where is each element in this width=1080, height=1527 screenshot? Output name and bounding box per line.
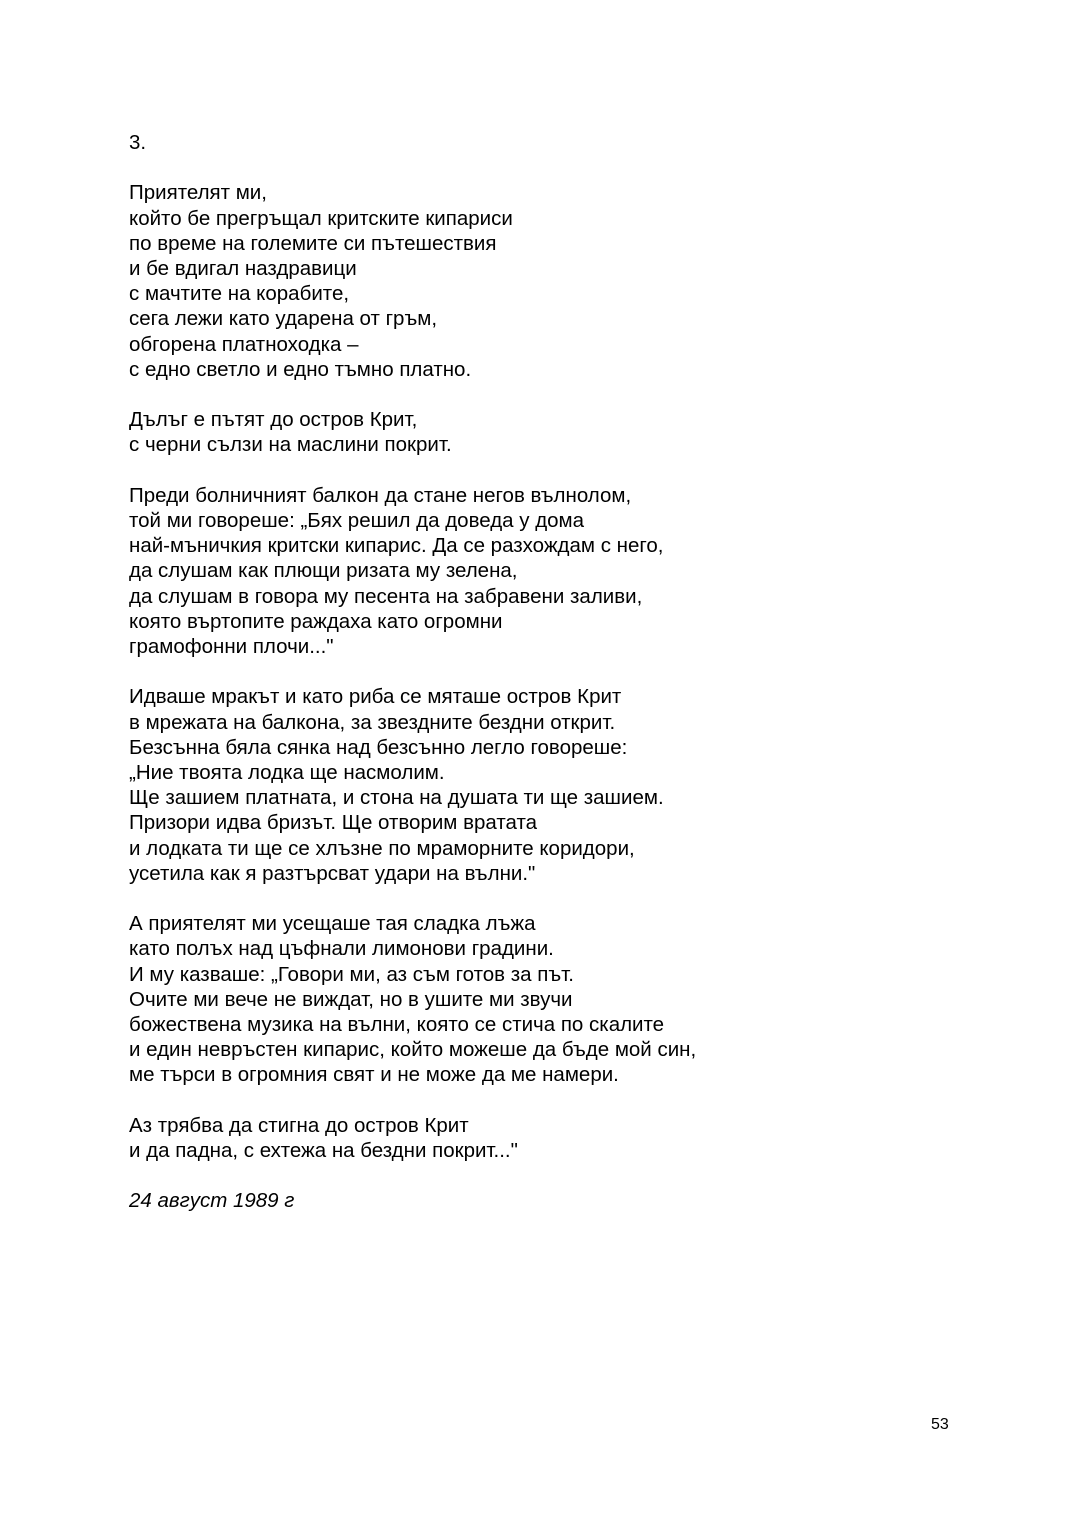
poem-line: и един невръстен кипарис, който можеше да бъде мой син,	[129, 1038, 697, 1062]
poem-line: по време на големите си пътешествия	[129, 231, 497, 255]
poem-line: с едно светло и едно тъмно платно.	[129, 357, 472, 381]
stanza-6	[129, 1113, 949, 1163]
poem-line: Призори идва бризът. Ще отворим вратата	[129, 811, 538, 835]
page-number: 53	[931, 1416, 949, 1433]
section-number: 3.	[129, 131, 147, 154]
poem-line: и да падна, с ехтежа на бездни покрит..."	[129, 1139, 518, 1163]
poem-line: „Ние твоята лодка ще насмолим.	[129, 761, 445, 784]
poem-line: Ще зашием платната, и стона на душата ти ще зашием.	[129, 786, 664, 810]
poem-line: и бе вдигал наздравици	[129, 256, 357, 280]
poem-line: Очите ми вече не виждат, но в ушите ми звучи	[129, 987, 573, 1011]
poem-line: усетила как я разтърсват удари на вълни."	[129, 861, 536, 885]
poem-line: Преди болничният балкон да стане негов вълнолом,	[129, 483, 632, 507]
stanza-5	[129, 911, 949, 1087]
poem-line: И му казваше: „Говори ми, аз съм готов за път.	[129, 962, 574, 986]
poem-line: която въртопите раждаха като огромни	[129, 609, 503, 633]
poem-line: и лодката ти ще се хлъзне по мраморните коридори,	[129, 836, 635, 860]
stanza-4	[129, 684, 949, 886]
poem-line: с черни сълзи на маслини покрит.	[129, 433, 452, 457]
poem-line: Безсънна бяла сянка над безсънно легло говореше:	[129, 735, 628, 759]
poem-line: сега лежи като ударена от гръм,	[129, 307, 438, 331]
poem-line: обгорена платноходка –	[129, 332, 359, 356]
poem-line: А приятелят ми усещаше тая сладка лъжа	[129, 912, 536, 936]
poem-line: Идваше мракът и като риба се мяташе остров Крит	[129, 685, 622, 709]
poem	[129, 130, 949, 1214]
poem-line: божествена музика на вълни, която се стича по скалите	[129, 1013, 665, 1037]
poem-line: най-мъничкия критски кипарис. Да се разхождам с него,	[129, 534, 664, 558]
poem-line: Дълъг е пътят до остров Крит,	[129, 408, 418, 432]
poem-line: Приятелят ми,	[129, 181, 267, 205]
stanza-2	[129, 407, 949, 457]
poem-line: грамофонни плочи..."	[129, 635, 334, 658]
poem-line: Аз трябва да стигна до остров Крит	[129, 1113, 469, 1137]
stanza-1	[129, 180, 949, 382]
poem-line: да слушам в говора му песента на забравени заливи,	[129, 584, 643, 608]
poem-line: ме търси в огромния свят и не може да ме намери.	[129, 1063, 619, 1087]
poem-date: 24 август 1989 г	[129, 1189, 295, 1213]
poem-line: който бе прегръщал критските кипариси	[129, 206, 513, 230]
stanza-3	[129, 483, 949, 659]
poem-line: той ми говореше: „Бях решил да доведа у дома	[129, 508, 585, 532]
poem-line: в мрежата на балкона, за звездните бездни открит.	[129, 710, 616, 734]
poem-line: да слушам как плющи ризата му зелена,	[129, 559, 518, 583]
poem-line: като полъх над цъфнали лимонови градини.	[129, 937, 554, 961]
poem-line: с мачтите на корабите,	[129, 282, 350, 306]
